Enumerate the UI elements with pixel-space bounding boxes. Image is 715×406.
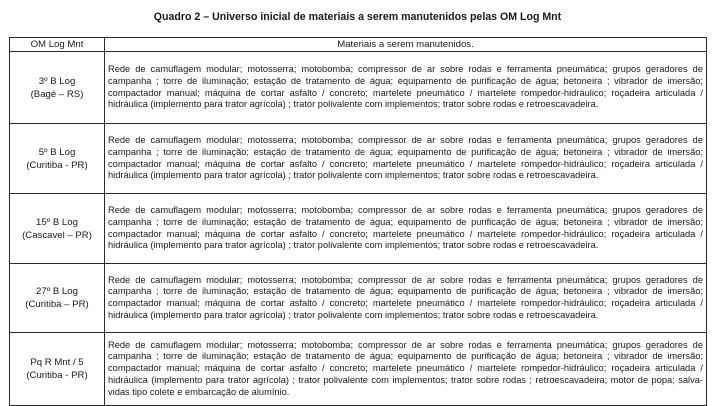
materials-cell: Rede de camuflagem modular; motosserra; motobomba; compressor de ar sobre rodas e ferramenta pneumática; grupos geradores de campanha ; torre de iluminação; estação de tratamento de água; equipamento de purificação de água; betoneira ; vibrador de imersão; compactador manual; máquina de cortar asfalto / concreto; martelete pneumático / martelete rompedor-hidráulico; roçadeira articulada / hidráulica (implemento para trator agrícola) ; trator polivalente com implementos; trator sobre rodas e retroescavadeira. <box>105 194 707 264</box>
om-unit-location: (Curitiba – PR) <box>25 299 89 310</box>
om-cell <box>10 333 105 406</box>
om-unit-location: (Bagé – RS) <box>30 88 84 100</box>
om-unit-name: 5º B Log <box>38 146 76 158</box>
om-cell <box>10 264 105 333</box>
table-caption: Quadro 2 – Universo inicial de materiais a serem manutenidos pelas OM Log Mnt <box>153 11 562 23</box>
table-row <box>10 264 707 333</box>
header-om-log-mnt: OM Log Mnt <box>10 38 105 52</box>
om-unit-location: (Cascavel – PR) <box>22 229 92 241</box>
materials-cell: Rede de camuflagem modular; motosserra; motobomba; compressor de ar sobre rodas e ferramenta pneumática; grupos geradores de campanha ; torre de iluminação; estação de tratamento de água; equipamento de purificação de água; betoneira ; vibrador de imersão; compactador manual; máquina de cortar asfalto / concreto; martelete pneumático / martelete rompedor-hidráulico; roçadeira articulada / hidráulica (implemento para trator agrícola) ; trator polivalente com implementos; trator sobre rodas e retroescavadeira. <box>105 124 707 194</box>
table-row <box>10 333 707 406</box>
materials-cell: Rede de camuflagem modular; motosserra; motobomba; compressor de ar sobre rodas e ferramenta pneumática; grupos geradores de campanha ; torre de iluminação; estação de tratamento de água; equipamento de purificação de água; betoneira ; vibrador de imersão; compactador manual; máquina de cortar asfalto / concreto; martelete pneumático / martelete rompedor-hidráulico; roçadeira articulada / hidráulica (implemento para trator agrícola) ; trator polivalente com implementos; trator sobre rodas e retroescavadeira. <box>105 52 707 124</box>
om-unit-name: 27º B Log <box>36 286 78 297</box>
table-row <box>10 52 707 124</box>
table-header-row <box>10 38 707 52</box>
om-unit-location: (Curitiba - PR) <box>26 370 88 381</box>
materials-cell: Rede de camuflagem modular; motosserra; motobomba; compressor de ar sobre rodas e ferramenta pneumática; grupos geradores de campanha ; torre de iluminação; estação de tratamento de água; equipamento de purificação de água; betoneira ; vibrador de imersão; compactador manual; máquina de cortar asfalto / concreto; martelete pneumático / martelete rompedor-hidráulico; roçadeira articulada / hidráulica (implemento para trator agrícola) ; trator polivalente com implementos; trator sobre rodas e retroescavadeira. <box>105 264 707 333</box>
om-unit-name: 15º B Log <box>36 216 78 228</box>
om-unit-name: 3º B Log <box>38 75 76 87</box>
materials-cell: Rede de camuflagem modular; motosserra; motobomba; compressor de ar sobre rodas e ferramenta pneumática; grupos geradores de campanha ; torre de iluminação; estação de tratamento de água; equipamento de purificação de água; betoneira ; vibrador de imersão; compactador manual; máquina de cortar asfalto / concreto; martelete pneumático / martelete rompedor-hidráulico; roçadeira articulada / hidráulica (implemento para trator agrícola) ; trator polivalente com implementos; trator sobre rodas ; retroescavadeira; motor de popa; salva-vidas tipo colete e embarcação de alumínio. <box>105 333 707 406</box>
materials-table <box>9 37 707 406</box>
om-unit-name: Pq R Mnt / 5 <box>30 357 84 368</box>
table-row <box>10 124 707 194</box>
om-cell <box>10 124 105 194</box>
om-cell <box>10 194 105 264</box>
header-materiais: Materiais a serem manutenidos. <box>105 38 707 52</box>
om-cell <box>10 52 105 124</box>
table-row <box>10 194 707 264</box>
om-unit-location: (Curitiba - PR) <box>26 159 88 171</box>
